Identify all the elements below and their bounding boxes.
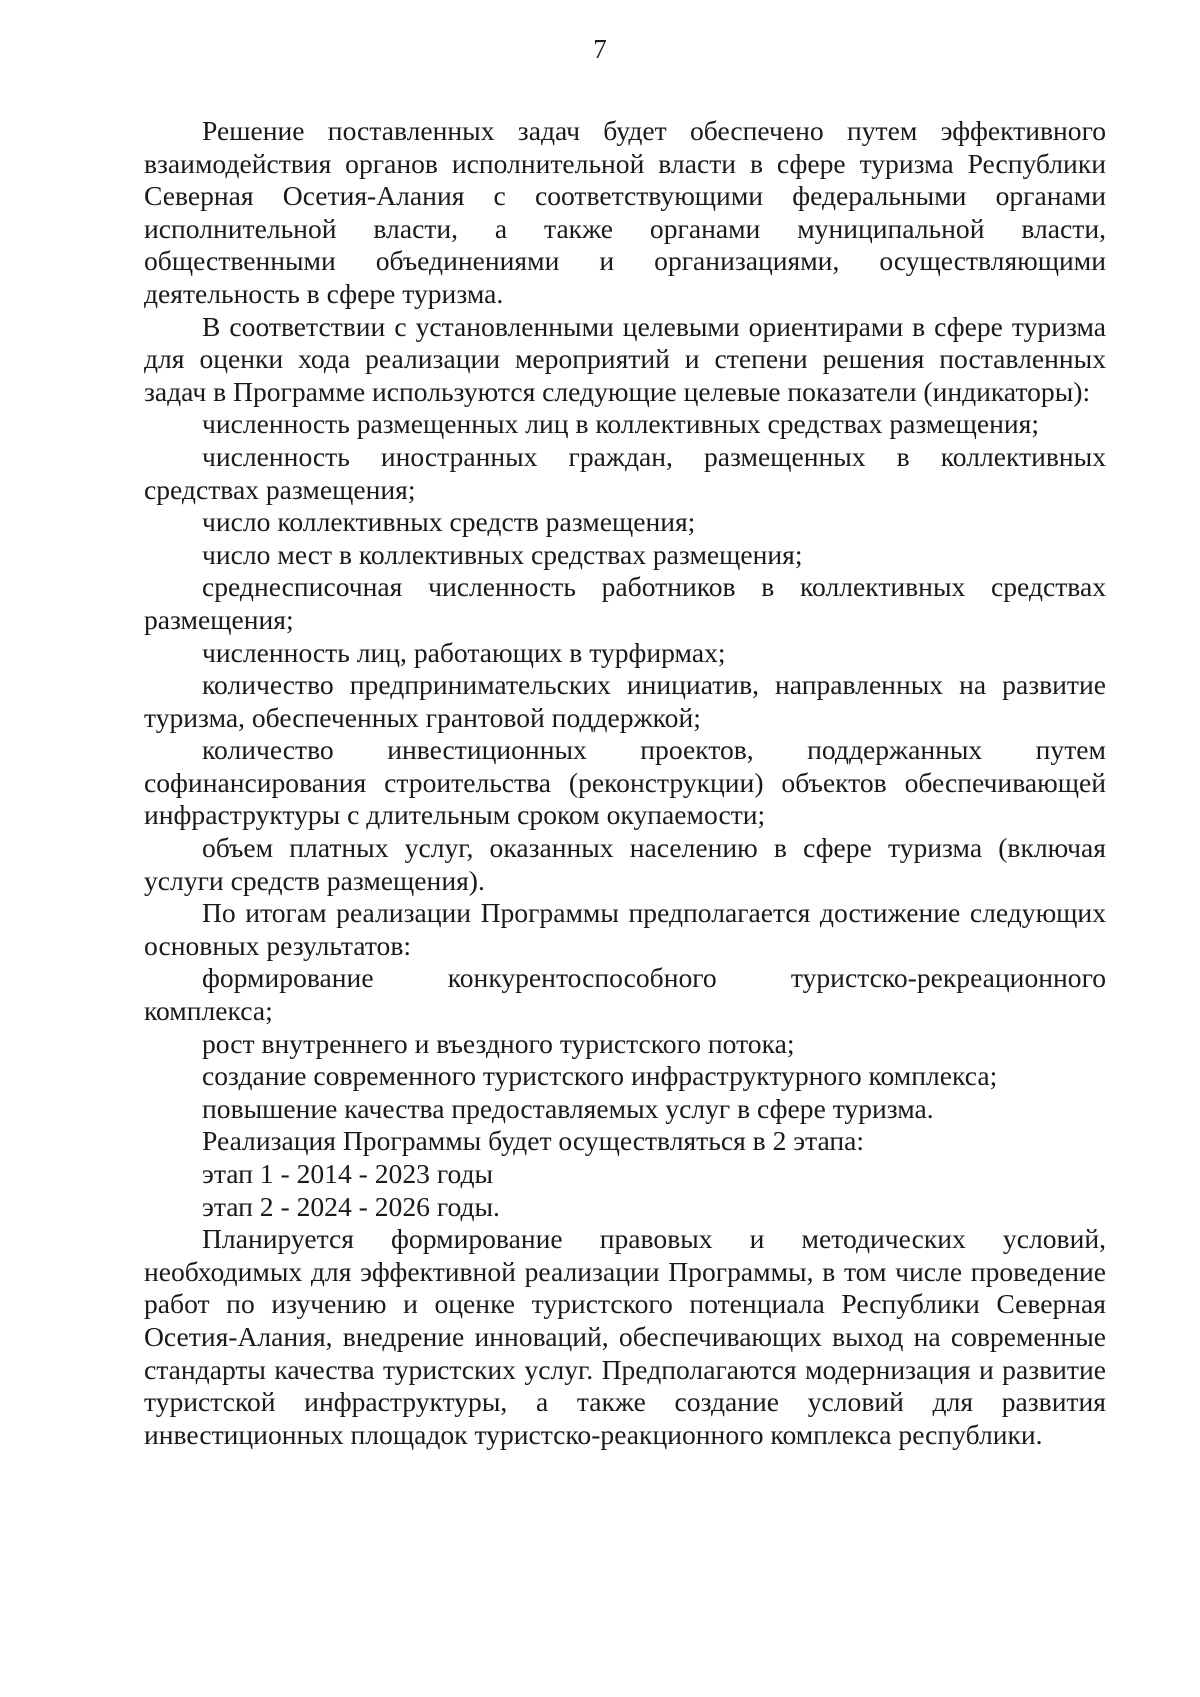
indicator-item: число мест в коллективных средствах размещения; [202,538,803,570]
paragraph-indicators-intro: В соответствии с установленными целевыми ориентирами в сфере туризма для оценки хода реализации мероприятий и степени решения поставленных задач в Программе используются следующие целевые показатели (индикаторы): [144,310,1106,407]
result-item: рост внутреннего и въездного туристского потока; [202,1027,795,1059]
indicator-item: численность размещенных лиц в коллективных средствах размещения; [202,408,1040,440]
stage-item: этап 2 - 2024 - 2026 годы. [202,1190,500,1222]
paragraph-stages-intro: Реализация Программы будет осуществляться в 2 этапа: [202,1125,865,1157]
indicator-item: численность лиц, работающих в турфирмах; [202,636,726,668]
indicator-item: среднесписочная численность работников в коллективных средствах размещения; [144,571,1106,635]
indicator-item: количество предпринимательских инициатив, направленных на развитие туризма, обеспеченных грантовой поддержкой; [144,669,1106,733]
indicator-item: численность иностранных граждан, размещенных в коллективных средствах размещения; [144,440,1106,505]
indicator-item: число коллективных средств размещения; [202,506,696,538]
result-item: создание современного туристского инфраструктурного комплекса; [202,1060,998,1092]
stage-item: этап 1 - 2014 - 2023 годы [202,1158,494,1189]
indicator-item: объем платных услуг, оказанных населению в сфере туризма (включая услуги средств размещения). [144,832,1106,896]
page-number: 7 [593,34,607,64]
result-item: формирование конкурентоспособного туристско-рекреационного комплекса; [144,962,1106,1027]
indicator-item: количество инвестиционных проектов, поддержанных путем софинансирования строительства (реконструкции) объектов обеспечивающей инфраструктуры с длительным сроком окупаемости; [144,734,1106,831]
paragraph-results-intro: По итогам реализации Программы предполагается достижение следующих основных результатов: [144,897,1106,961]
paragraph-coordination: Решение поставленных задач будет обеспечено путем эффективного взаимодействия органов исполнительной власти в сфере туризма Республики Северная Осетия-Алания с соответствующими федеральными органами исполнительной власти, а также органами муниципальной власти, общественными объединениями и организациями, осуществляющими деятельность в сфере туризма. [144,115,1106,309]
document-body [144,115,1106,1451]
result-item: повышение качества предоставляемых услуг в сфере туризма. [202,1092,934,1124]
paragraph-planning: Планируется формирование правовых и методических условий, необходимых для эффективной реализации Программы, в том числе проведение работ по изучению и оценке туристского потенциала Республики Северная Осетия-Алания, внедрение инноваций, обеспечивающих выход на современные стандарты качества туристских услуг. Предполагаются модернизация и развитие туристской инфраструктуры, а также создание условий для развития инвестиционных площадок туристско-реакционного комплекса республики. [144,1223,1106,1450]
